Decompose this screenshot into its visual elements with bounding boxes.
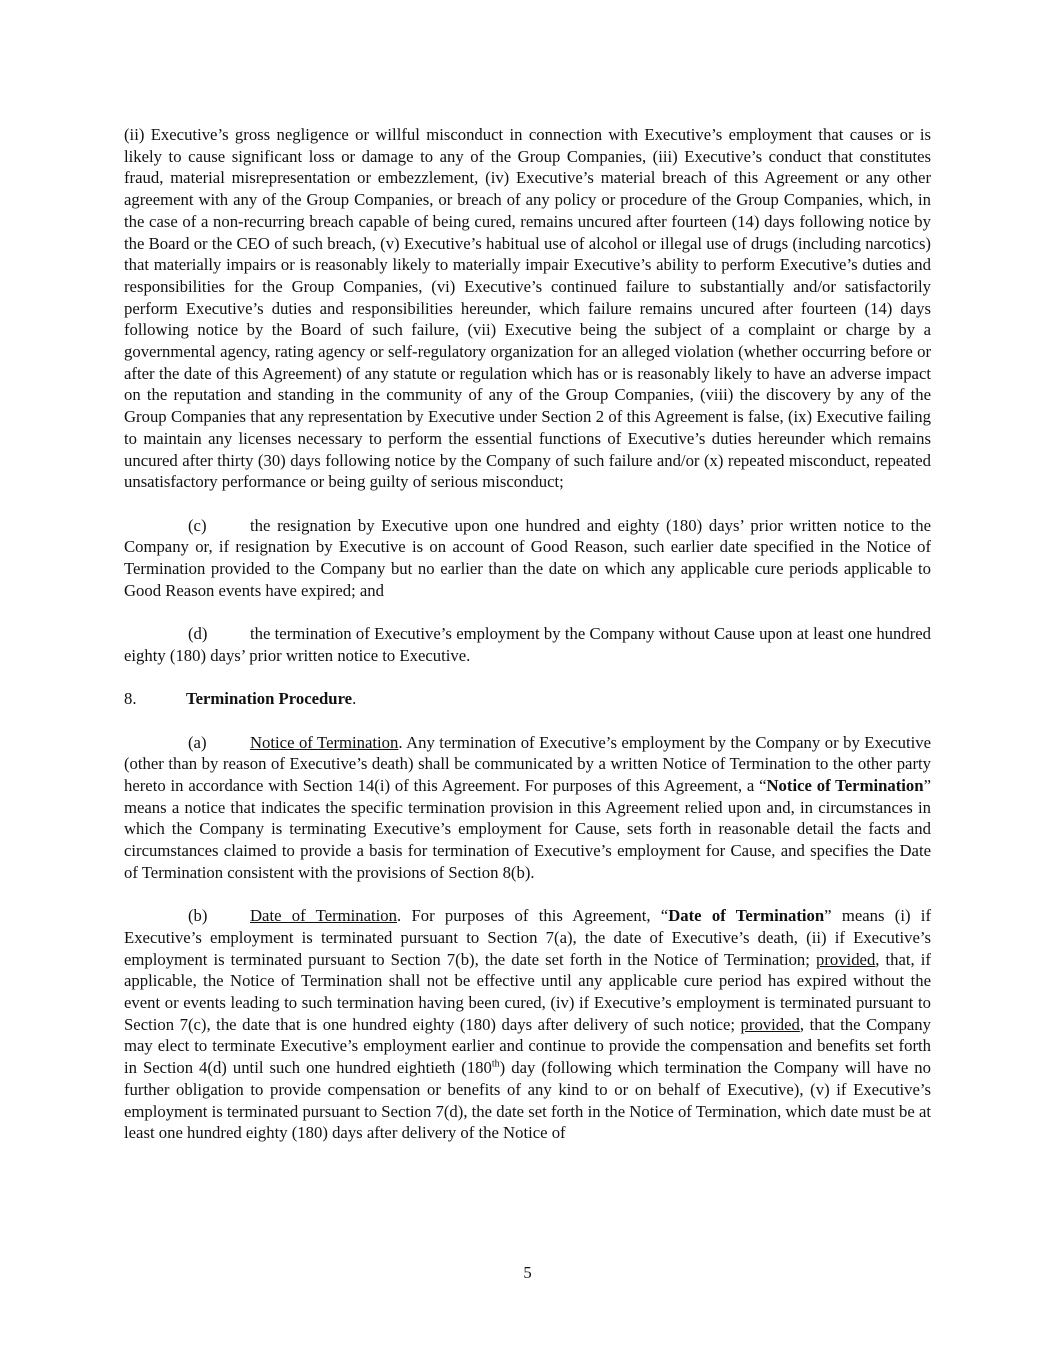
clause-8a [124, 732, 931, 884]
text-segment: (ii) Executive’s gross negligence or willful misconduct in connection with Executive’s employment that causes or is likely to cause significant loss or damage to any of the Group Companies, (iii) Executive’s conduct that constitutes fraud, material misrepresentation or embezzlement, (iv) Executive’s material breach of this Agreement or any other agreement with any of the Group Companies, or breach of any policy or procedure of the Group Companies, which, in the case of a non-recurring breach capable of being cured, remains uncured after fourteen (14) days following notice by the Board or the CEO of such breach, (v) Executive’s habitual use of alcohol or illegal use of drugs (including narcotics) that materially impairs or is reasonably likely to materially impair Executive’s ability to perform Executive’s duties and responsibilities for the Group Companies, (vi) Executive’s continued failure to substantially and/or satisfactorily perform Executive’s duties and responsibilities hereunder, which failure remains uncured after fourteen (14) days following notice by the Board of such failure, (vii) Executive being the subject of a complaint or charge by a governmental agency, rating agency or self-regulatory organization for an alleged violation (whether occurring before or after the date of this Agreement) of any statute or regulation which has or is reasonably likely to have an adverse impact on the reputation and standing in the community of any of the Group Companies, (viii) the discovery by any of the Group Companies that any representation by Executive under Section 2 of this Agreement is false, (ix) Executive failing to maintain any licenses necessary to perform the essential functions of Executive’s duties hereunder which remains uncured after thirty (30) days following notice by the Company of such failure and/or (x) repeated misconduct, repeated unsatisfactory performance or being guilty of serious misconduct; [124, 125, 931, 492]
clause-c [124, 515, 931, 602]
clause-8b [124, 905, 931, 1144]
clause-label: (b) [188, 906, 208, 926]
document-body [124, 124, 931, 1144]
section-number: 8. [124, 689, 137, 709]
clause-d [124, 623, 931, 666]
clause-heading: Date of Termination [250, 906, 397, 926]
clause-label: (c) [188, 515, 207, 535]
paragraph-cause-continued [124, 124, 931, 493]
clause-text: the resignation by Executive upon one hundred and eighty (180) days’ prior written notice to the Company or, if resignation by Executive is on account of Good Reason, such earlier date specified in the Notice of Termination provided to the Company but no earlier than the date on which any applicable cure periods applicable to Good Reason events have expired; and [124, 515, 931, 600]
provided-term: provided [815, 949, 876, 969]
clause-text: the termination of Executive’s employment by the Company without Cause upon at least one hundred eighty (180) days’ prior written notice to Executive. [124, 624, 931, 665]
page-number: 5 [523, 1263, 532, 1282]
text-segment: , that the Company may elect to terminate Executive’s employment earlier and continue to provide the compensation and benefits set forth in Section 4(d) until such one hundred eightieth (180 [124, 1014, 931, 1078]
text-segment: . For purposes of this Agreement, “ [397, 906, 669, 926]
superscript-ordinal: th [491, 1058, 500, 1070]
provided-term: provided [740, 1014, 800, 1034]
clause-label: (d) [188, 624, 208, 644]
defined-term: Notice of Termination [766, 776, 924, 796]
defined-term: Date of Termination [668, 906, 825, 926]
text-segment: ” means a notice that indicates the specific termination provision in this Agreement relied upon and, in circumstances in which the Company is terminating Executive’s employment for Cause, sets forth in reasonable detail the facts and circumstances claimed to provide a basis for termination of Executive’s employment for Cause, and specifies the Date of Termination consistent with the provisions of Section 8(b). [124, 776, 931, 882]
text-segment: , that, if applicable, the Notice of Termination shall not be effective until any applicable cure period has expired without the event or events leading to such termination having been cured, (iv) if Executive’s employment is terminated pursuant to Section 7(c), the date that is one hundred eighty (180) days after delivery of such notice; [124, 949, 931, 1034]
clause-heading: Notice of Termination [250, 732, 399, 752]
text-segment: ” means (i) if Executive’s employment is terminated pursuant to Section 7(a), the date of Executive’s death, (ii) if Executive’s employment is terminated pursuant to Section 7(b), the date set forth in the Notice of Termination; [124, 906, 932, 969]
text-segment: . Any termination of Executive’s employment by the Company or by Executive (other than by reason of Executive’s death) shall be communicated by a written Notice of Termination to the other party hereto in accordance with Section 14(i) of this Agreement. For purposes of this Agreement, a “ [124, 732, 931, 796]
text-segment: ) day (following which termination the Company will have no further obligation to provide compensation or benefits of any kind to or on behalf of Executive), (v) if Executive’s employment is terminated pursuant to Section 7(d), the date set forth in the Notice of Termination, which date must be at least one hundred eighty (180) days after delivery of the Notice of [124, 1058, 931, 1143]
section-title-period: . [352, 689, 357, 709]
clause-label: (a) [188, 732, 207, 752]
section-8-heading [124, 688, 931, 710]
section-title: Termination Procedure [186, 689, 353, 709]
